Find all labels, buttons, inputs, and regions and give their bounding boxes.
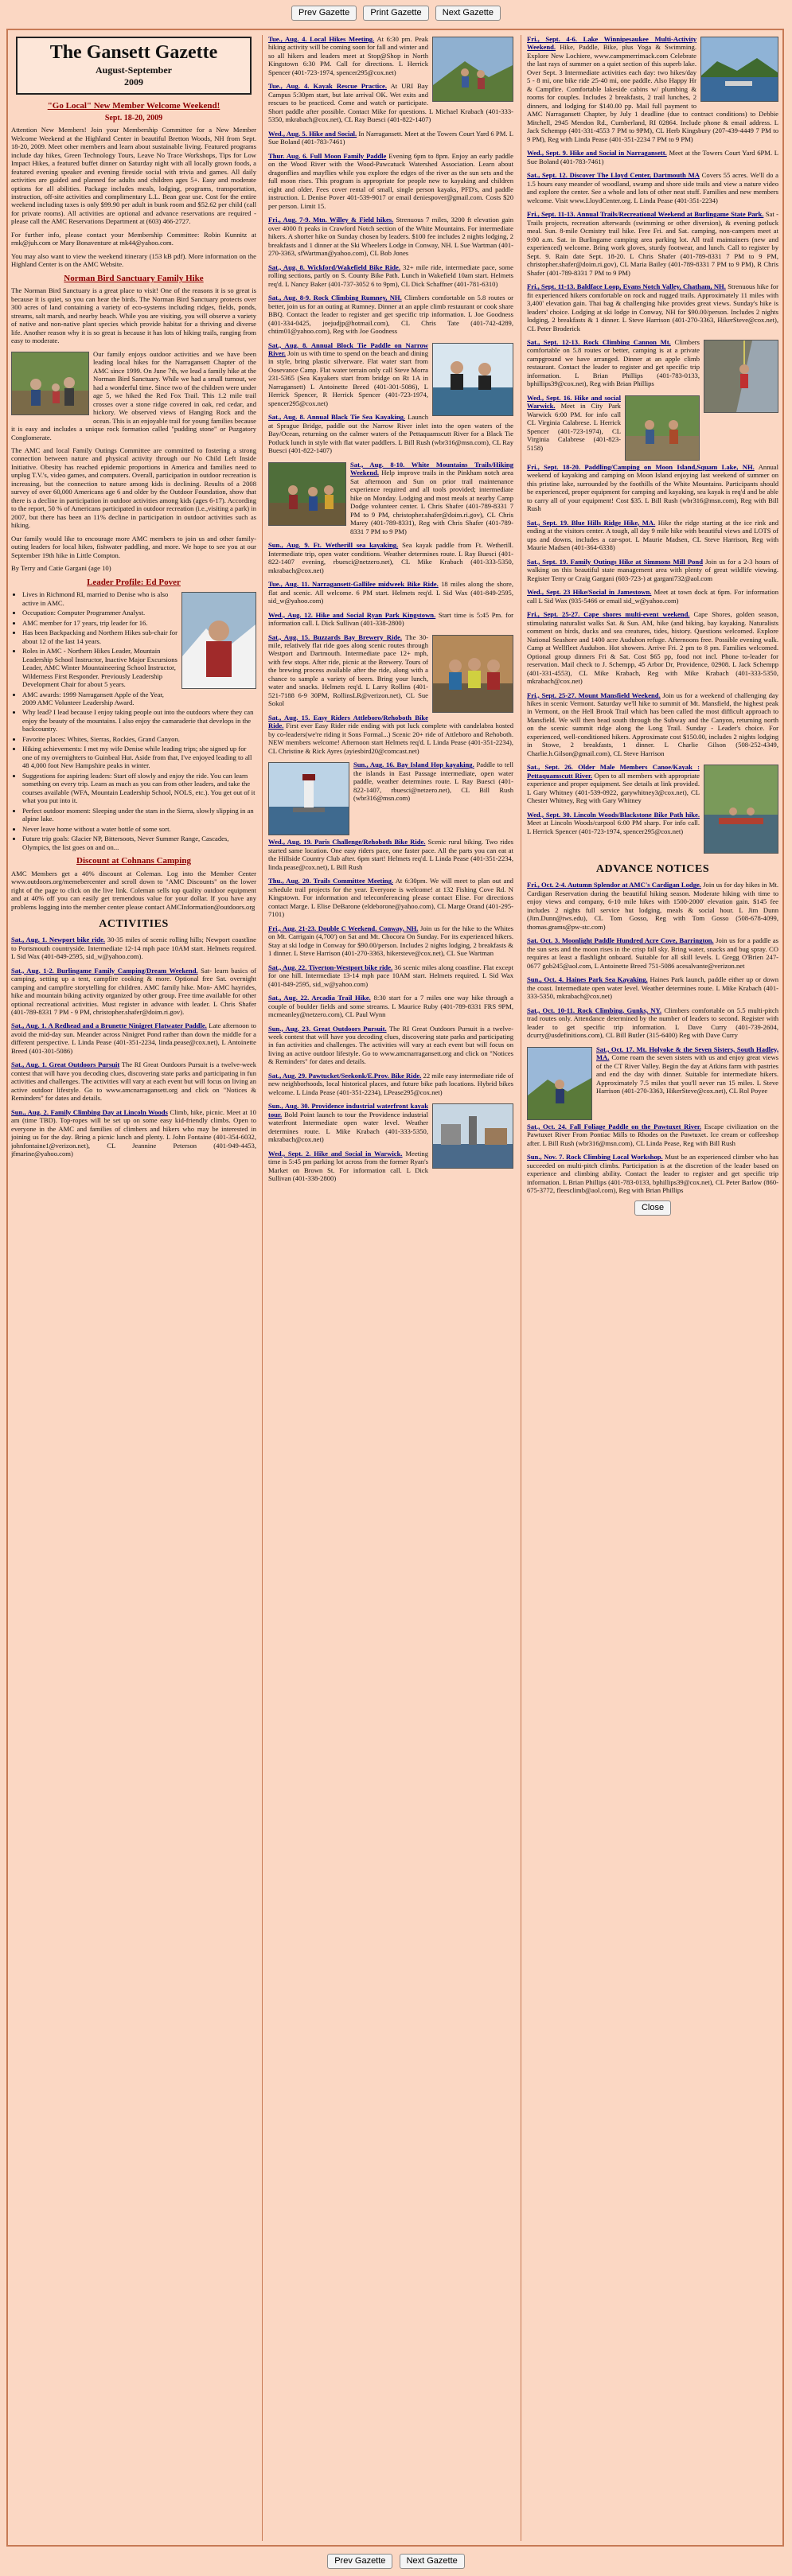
- trail-work-photo: [268, 462, 346, 526]
- list-item: [268, 294, 513, 335]
- activity-title[interactable]: Sat., Aug. 22. Tiverton-Westport bike ride.: [268, 963, 393, 971]
- list-item: [527, 210, 778, 277]
- activity-body: Help improve trails in the Pinkham notch area Sat afternoon and Sun on prior trail maintenance experience required and all tools provided; intermediate hike on Monday. Lodging and most meals at nearby Camp Dodge volunteer center. L Chris Shafer (401-789-8331 7 PM to 9 PM, christopher.shafer@doim.ri.gov), CL Chris Marey (401-789-8331), Reg with Chris Shafer (401-789-8331 7 PM to 9 PM): [350, 469, 513, 535]
- activity-title[interactable]: Sun., Aug. 2. Family Climbing Day at Lincoln Woods: [11, 1107, 168, 1116]
- notice-body: Escape civilization on the Pawtuxet River From Pontiac Mills to Rhodes on the Pawtuxet. Ice cream or coffeeshop after. L Bill Rush (wbr316@msn.com), CL Linda Pease, Reg with Bill Rush: [527, 1122, 778, 1147]
- activity-body: Covers 55 acres. We'll do a 1.5 hours easy meander of woodland, swamp and shore side trails and view a nature video and explore the center. See a whole and lots of other neat stuff. Families and new members welcome. Visit www.LloydCenter.org. L Linda Pease (401-351-2234): [527, 171, 778, 204]
- activity-body: Strenuous hike for fit experienced hikers comfortable on rock and rugged trails. Approximately 11 miles with 3,400' elevation gain. Thai bag & challenging hike provides great views. Sunday's hike is leaders' choice. Lodging at ski lodge in Conway, NH for $90.00/person. Includes 2 nights lodging, 2 breakfasts & 1 dinner. L Steve Harrison (401-270-3363, HikerSteve@cox.net), CL Peter Broderick: [527, 282, 778, 333]
- activity-title[interactable]: Fri., Aug. 7-9. Mtn. Willey & Field hikes.: [268, 216, 394, 224]
- list-item: [527, 936, 778, 970]
- activity-body: Climbers comfortable on 5.8 routes or better, join us for an outing at Rumney. Dinner at an apple climb restaurant or cook share BBQ. Contact the leader to register and get specific trip information. L Joe Goodness (401-334-0425, joejudjp@hotmail.com), CL Chris Tate (401-742-4289, chtim01@yahoo.com), Reg with Joe Goodness: [268, 294, 513, 336]
- activity-title[interactable]: Sat., Aug. 8. Wickford/Wakefield Bike Ride.: [268, 263, 400, 271]
- list-item: [268, 216, 513, 257]
- sanctuary-byline: By Terry and Catie Gargani (age 10): [11, 564, 111, 573]
- list-item: • AMC awards: 1999 Narragansett Apple of the Year, 2009 AMC Volunteer Leadership Award.: [22, 691, 256, 707]
- leader-profile-heading: Leader Profile: Ed Pover: [87, 577, 181, 587]
- list-item: [268, 152, 513, 210]
- activity-title[interactable]: Wed., Aug. 19. Paris Challenge/Rehoboth Bike Ride.: [268, 838, 426, 846]
- list-item: [527, 975, 778, 1000]
- close-button[interactable]: Close: [634, 1200, 671, 1216]
- activities-list-left: [11, 936, 256, 1158]
- bottom-navigation: [0, 2554, 792, 2569]
- column-left: [11, 35, 256, 2541]
- activity-body: At URI Bay Campus 5:30pm start, but late arrival OK. Wet exits and rescues to be practiced. Come and watch or participate. Short paddle after possible. Contact Mike for questions. L Michael Krabach (401-333-5350, mkrabach@cox.net), CL Ray Buesci (401-822-1407): [268, 82, 513, 124]
- list-item: [527, 171, 778, 204]
- activity-title[interactable]: Tue., Aug. 4. Local Hikes Meeting.: [268, 35, 375, 43]
- activity-title[interactable]: Sat., Aug. 8-9. Rock Climbing Rumney, NH.: [268, 294, 402, 302]
- activity-body: Meet at town dock at 6pm. For information call L Sid Wax (935-5466 or email sid_w@yahoo.com): [527, 588, 778, 605]
- activity-title[interactable]: Thur. Aug. 6. Full Moon Family Paddle: [268, 151, 387, 160]
- next-gazette-button[interactable]: Next Gazette: [435, 6, 501, 21]
- column-divider: [262, 35, 263, 2541]
- activity-title[interactable]: Sun., Aug. 16. Bay Island Hop kayaking.: [353, 761, 474, 769]
- list-item: [268, 994, 513, 1018]
- sanctuary-heading: Norman Bird Sanctuary Family Hike: [64, 273, 204, 283]
- activity-body: Late afternoon to avoid the mid-day sun. Meander across Ninigret Pond rather than down the middle for a different perspective. L Linda Pease (401-351-2234, linda.pease@cox.net), L Antoinette Breed (401-301-5086): [11, 1021, 256, 1055]
- masthead: [16, 37, 252, 95]
- brewery-cyclists-photo: [432, 635, 513, 713]
- activity-title[interactable]: Thu., Aug. 20. Trails Committee Meeting.: [268, 877, 394, 885]
- notice-body: Join us for a paddle as the sun sets and the moon rises in the crisp fall sky. Bring water, snacks and bug spray. CO requires at least a flashlight onboard. Suitable for all skill levels. L Gregg O'Brien 247-0677 gob245@aol.com, L Antoinette Breed 751-5086 acesalvante@verizon.net: [527, 936, 778, 970]
- notice-title[interactable]: Sat., Oct. 17. Mt. Holyoke & the Seven Sisters, South Hadley, MA.: [596, 1045, 778, 1062]
- list-item: [527, 588, 778, 605]
- list-item: [11, 936, 256, 960]
- family-hike-photo: [11, 352, 89, 415]
- activity-title[interactable]: Fri., Sept. 25-27. Cape shores multi-event weekend.: [527, 610, 690, 619]
- activity-body: At 6:30 pm. Peak hiking activity will be coming soon for fall and winter and so all hikers and leaders meet at Stop@Shop in North Kingstown 6:30 PM. Call for directions. L Herrick Spencer (401-723-1974, spencer295@cox.net): [268, 35, 428, 76]
- list-item: • Why lead? I lead because I enjoy taking people out into the outdoors where they can enjoy the beauty of the mountains. I also enjoy the camaraderie that develops in the backcountry.: [22, 708, 256, 733]
- activity-body: Meet at the Towers Court Yard 6PM. L Sue Boland (401-783-7461): [527, 149, 778, 165]
- activity-title[interactable]: Sat., Sept. 19. Family Outings Hike at Simmons Mill Pond: [527, 557, 703, 566]
- masthead-period: August-September: [96, 64, 172, 76]
- prev-gazette-button[interactable]: Prev Gazette: [327, 2554, 392, 2569]
- list-item: • Never leave home without a water bottle of some sort.: [22, 825, 256, 833]
- activity-body: 32+ mile ride, intermediate pace, some rolling sections, partly on S. County Bike Path. Lunch in Wakefield 10am start. Helmets req'd. L Nancy Baker (401-737-3052 6 to 9pm), CL Dick Schaffner (401-781-6310): [268, 263, 513, 288]
- list-item: [268, 130, 513, 146]
- activity-body: Bold Point launch to tour the Providence industrial waterfront Intermediate open water level. Weather determines route. L Mike Krabach (401-333-5350, mkrabach@cox.net): [268, 1110, 428, 1144]
- activity-title[interactable]: Sat., Sept. 12-13. Rock Climbing Cannon Mt.: [527, 337, 671, 346]
- activity-body: Annual weekend of kayaking and camping on Moon Island enjoying last weekend of summer on this pristine lake, surrounded by the foothills of the White Mountains. Participants should be experienced, proper equipment for camping and kayaking, sea kayak is req'd and be able to carry all of your equipment! Cost $35. L Bill Rush (wbr316@msn.com), Reg with Bill Rush: [527, 462, 778, 513]
- close-wrapper: [527, 1200, 778, 1216]
- welcome-more-info: You may also want to view the weekend itinerary (153 kB pdf). More information on the Highland Center is on the AMC Website.: [11, 251, 256, 269]
- activity-title[interactable]: Wed., Sept. 16. Hike and social Warwick.: [527, 393, 621, 411]
- welcome-heading: "Go Local" New Member Welcome Weekend!: [47, 100, 220, 111]
- notice-title[interactable]: Sun., Nov. 7. Rock Climbing Local Workshop.: [527, 1153, 663, 1162]
- list-item: [527, 1045, 778, 1095]
- list-item: [527, 763, 778, 804]
- print-gazette-button[interactable]: Print Gazette: [363, 6, 428, 21]
- activity-title[interactable]: Sat., Aug. 8. Annual Block Tie Paddle on Narrow River.: [268, 340, 428, 357]
- activity-title[interactable]: Sat., Aug. 22. Arcadia Trail Hike.: [268, 994, 371, 1002]
- activity-title[interactable]: Sun., Aug. 9. Ft. Wetherill sea kayaking.: [268, 541, 399, 550]
- activity-body: 30-35 miles of scenic rolling hills; Newport coastline to Portsmouth countryside. Intermediate 12-14 mph pace 10AM start. Helmets required. L Sid Wax (401-849-2595, sid_w@yahoo.com).: [11, 936, 256, 961]
- column-right: [527, 35, 778, 2541]
- masthead-title: The Gansett Gazette: [49, 42, 218, 63]
- welcome-contact: For further info, please contact your Membership Committee: Robin Kunnitz at rmk@juh.com or Mary Bonaventure at mk44@yahoo.com.: [11, 230, 256, 247]
- activity-body: Climbers comfortable on 5.8 routes or better, camping is at a private campground we have arranged. Dinner at an apple climb restaurant. Contact the leader to register and get specific trip information. L Brian Phillips (401-783-0133, bphillips39@cox.net), Reg with Brian Phillips: [527, 337, 700, 388]
- sanctuary-paragraph: The Norman Bird Sanctuary is a great place to visit! One of the reasons it is so great is because it is quiet, so you can hear the birds. The Norman Bird Sanctuary protects over 300 acres of land containing a variety of eco-systems including ridges, fields, ponds, streams, salt marsh, and nearby beach. While you are visiting, you will observe a variety of native and non-native plant species which provide habitat for a thriving and diverse life. Another reason why it is so great is because it has lots of hiking trails, ranging from easy to moderate.: [11, 286, 256, 345]
- notice-title[interactable]: Fri., Oct. 2-4. Autumn Splendor at AMC's Cardigan Lodge.: [527, 881, 701, 889]
- list-item: [527, 149, 778, 165]
- list-item: [527, 610, 778, 685]
- sanctuary-paragraph: Our family would like to encourage more AMC members to join us and other family-outing leaders for local hikes, fishwater paddling, and more. We hope to see you at our September 19th hike in Little Compton.: [11, 534, 256, 559]
- industrial-waterfront-photo: [432, 1103, 513, 1169]
- list-item: • AMC member for 17 years, trip leader for 16.: [22, 619, 256, 627]
- prev-gazette-button[interactable]: Prev Gazette: [291, 6, 357, 21]
- activity-body: Join us with time to spend on the beach and dining in style, bring plastic silverware. Flat water start from Oosevance Camp. Flat water terrain only call Steve Morra 231-5365 (Sea Kayakers start from bridge on Rt 1A in Narragansett) L Antoinette Breed (401-301-5086), L Herrick Spencer, R Herrick Spencer (401-723-1974, spencer295@cox.net): [268, 348, 428, 407]
- list-item: • Future trip goals: Glacier NP, Bittersoots, Never Summer Range, Cascades, Olympics, the list goes on and on...: [22, 835, 256, 851]
- list-item: [11, 1060, 256, 1102]
- rock-climber-photo: [704, 340, 778, 413]
- activity-body: Start time is 5:45 Pm. for information call. L Dick Sullivan (401-338-2800): [268, 610, 513, 628]
- activity-body: Hike the ridge starting at the ice rink and ending at the visitors center. A tough, all day 9 mile hike with beautiful views and LOTS of ups and downs, includes a car-spot. L Maurie Madsen, CL Steve Harrison, Reg with Maurie Madsen (401-364-6338): [527, 518, 778, 552]
- notice-title[interactable]: Sat., Oct. 10-11. Rock Climbing, Gunks, NY.: [527, 1006, 662, 1014]
- activity-title[interactable]: Sat., Aug. 1. Great Outdoors Pursuit: [11, 1060, 120, 1069]
- activity-title[interactable]: Sat., Sept. 19. Blue Hills Ridge Hike, MA.: [527, 518, 656, 527]
- activity-title[interactable]: Wed., Sept. 2. Hike and Social in Warwick.: [268, 1149, 403, 1158]
- notice-body: Come roam the seven sisters with us and enjoy great views of the CT River Valley. Begin the day at Atkins farm with pastries and end the day with dinner. Suitable for intermediate hikers. Approximately 7.5 miles that you'll never run 15 miles. L Steve Harrison (401-270-3363, HikerSteve@cox.net), CL Rol Poyee: [596, 1053, 778, 1095]
- activity-title[interactable]: Fri., Sept. 25-27. Mount Mansfield Weekend.: [527, 691, 661, 699]
- lake-cabin-photo: [700, 37, 778, 102]
- notice-body: Must be an experienced climber who has succeeded on multi-pitch climbs. Participation is at the discretion of the leader based on experience and climbing ability. Contact the leader to register and get specific trip information. L Brian Phillips (401-783-0133, bphillips39@cox.net), CL Peter Barlow (860-675-3772, fleesclimb@aol.com), Reg with Brian Phillips: [527, 1153, 778, 1195]
- column-middle: [268, 35, 513, 2541]
- list-item: [527, 1006, 778, 1040]
- sanctuary-paragraph: Our family enjoys outdoor activities and we have been leading local hikes for the Narragansett Chapter of the AMC since 1999. On June 7th, we lead a family hike at the Norman Bird Sanctuary. While we had a small turnout, we had a wonderful time. Since two of the children were under age 5, we hiked the Red Fox Trail. This 1.2 mile trail crosses over a stone ridge covered in oak, red cedar, and hickory. We observed views of Hanging Rock and the ocean. This is an enjoyable trail for young families because it is easy and includes a unique rock formation called "pudding stone" or Puzgatory Conglomerate.: [11, 349, 256, 442]
- activity-title[interactable]: Sat., Sept. 12. Discover The Lloyd Center, Dartmouth MA: [527, 171, 700, 180]
- list-item: [527, 1153, 778, 1194]
- activity-title[interactable]: Fri., Aug. 21-23. Double C Weekend. Conway, NH.: [268, 924, 419, 932]
- list-item: [527, 463, 778, 513]
- activity-title[interactable]: Wed., Aug. 12. Hike and Social Ryan Park Kingstown.: [268, 610, 436, 619]
- discount-heading: Discount at Cohnans Camping: [76, 856, 191, 866]
- activity-body: Cape Shores, golden season, stimulating naturalist walks Sat. & Sun. AM, hike (and biking, bay kayaking. Naturalists comment on birds, ducks and sea creatures, tides, history. Questions welcomed. Explore National Seashore and 1400 acre Audubon refuge. Afternoons free. Possible evening walk. Camp at Wellfleet Audubon. Hot showers. Arrive Fri. 2 pm to 8 pm. Families welcomed. Optional group dinners Fri & Sat. Cost $65 pp, food not incl. Phone to-leader for reservation. Mail check to J. Schempp, 45 Arbor Dr, Providence, 02908. L Jack Schempp (401-331-4553), CL Mike Krabach, Reg with Mike Krabach (401-333-5350, mkrabach@cox.net): [527, 610, 778, 686]
- welcome-paragraph: Attention New Members! Join your Membership Committee for a New Member Welcome Weekend at the Highland Center in beautiful Bretton Woods, NH from Sept. 18-20, 2009. Meet other members and learn about sustainable living. Featured programs include day hikes, Green Technology Tours, Leave No Trace Workshops, Tips for Low Impact Hikes, a featured buffet dinner on Saturday night with all locally grown foods, a featured evening speaker and evening fireside social with trivia and games. All daily activities are guided and planned for adults and children ages 5+. Easy and moderate options for all abilities. Package includes meals, lodging, programs, transportation, instruction, off-site activities and complimentary L.L. Bean gear use. Cost for the entire weekend including taxes is only $99.90 per adult in bunk room and $52.62 per child (call for private rooms). All activities are optional and advance reservations are required - please call the AMC Reservations Department at (603) 466-2727.: [11, 126, 256, 226]
- activity-body: In Narragansett. Meet at the Towers Court Yard 6 PM. L Sue Boland (401-783-7461): [268, 129, 513, 146]
- activity-title[interactable]: Sat., Aug. 1-2. Burlingame Family Camping/Dream Weekend.: [11, 966, 198, 975]
- activity-title[interactable]: Sat., Aug. 8-10. White Mountains Trails/Hiking Weekend.: [350, 460, 513, 477]
- list-item: [527, 558, 778, 582]
- list-item: [11, 1108, 256, 1158]
- activity-body: Sea kayak paddle from Ft. Wetherill. Intermediate trip, open water conditions. Weather determines route. L Ray Buesci (401-822-1407 evening, rbuesci@netzero.net), CL Mike Krabach (401-333-5350, mkrabach@cox.net): [268, 541, 513, 574]
- list-item: [268, 838, 513, 871]
- list-item: [527, 1123, 778, 1147]
- list-item: • Perfect outdoor moment: Sleeping under the stars in the Sierra, slowly slipping in an alpine lake.: [22, 807, 256, 823]
- list-item: • Favorite places: Whites, Sierras, Rockies, Grand Canyon.: [22, 735, 256, 743]
- list-item: [268, 541, 513, 574]
- list-item: • Occupation: Computer Programmer Analyst.: [22, 609, 256, 617]
- activity-title[interactable]: Sat., Aug. 1. Newport bike ride.: [11, 936, 106, 944]
- activity-body: The 30-mile, relatively flat ride goes along scenic routes through Westport and Dartmouth. Intermediate pace 12+ mph, with few stops. After ride, picnic at the Brewery. Tours of the brewing process available after the ride, along with a chance to sample a variety of beers. Bring your lunch, water and snacks. Helmets req'd. L Larry Rollins (401-521-7188 6-9 30PM, RollinsLR@verizon.net), CL Sue Sokol: [268, 632, 429, 708]
- list-item: [527, 282, 778, 333]
- activity-title[interactable]: Fri., Sept. 4-6. Lake Winnipesaukee Multi-Activity Weekend.: [527, 35, 696, 52]
- list-item: [268, 1072, 513, 1096]
- list-item: • Hiking achievements: I met my wife Denise while leading trips; she signed up for one of my overnighters to Guinbeal Hut. Aside from that, I've enjoyed leading to all 48 4,000 foot New Hampshire peaks in winter.: [22, 745, 256, 769]
- advance-notices-heading: ADVANCE NOTICES: [595, 863, 710, 876]
- activity-body: Meet in City Park Warwick 6:00 PM. for info call CL Virginia Calabrese. L Herrick Spencer (401-723-1974), CL Virginia Calabrese (401-823-5158): [527, 402, 621, 452]
- seven-sisters-photo: [527, 1047, 592, 1120]
- activity-body: Join us for the hike to the Whites on Mt. Carrigain (4,700') on Sat and Mt. Chocora On Sunday. For its experienced hikers. Stay at ski lodge in Conway for $90.00/person. Includes 2 nights lodging, 2 breakfasts & 1 dinner. L Steve Harrison (401-270-3363, hikersteve@cox.net), CL Sue Wartman: [268, 924, 513, 958]
- activity-body: Meeting time is 5:45 pm parking lot across from the former Ryan's Market on Brown St. For information call. L Dick Sullivan (401-338-2800): [268, 1149, 428, 1183]
- notice-body: Join us for day hikes in Mt. Cardigan Reservation during the beautiful hiking season. Moderate hiking with time to enjoy views and company, 6-10 mile hikes with 1500-2000' elevation gain. $145 fee includes 2 nights full service hut lodging, meals & social hour. L Jim Dunn (Jim.Dunn@tws.edu), CL Tom Gosso, Reg with Tom Gosso (508-678-4099, thomas.grams@pw-stc.com): [527, 881, 778, 931]
- masthead-year: 2009: [124, 76, 143, 88]
- list-item: [527, 35, 778, 143]
- activity-body: Strenuous 7 miles, 3200 ft elevation gain over 4000 ft peaks in Crawford Notch section of the White Mountains. For intermediate hikers. A shorter hike on Sunday chosen by leaders. $100 fee includes 2 nights lodging, 2 breakfasts and 1 dinner at the Ski Wheelers Lodge in Conway, NH. L Sue Wartman (401-270-3363, sfWartman@yahoo.com), CL Bob Jones: [268, 216, 513, 258]
- activity-body: Paddle to tell the islands in East Passage intermediate, open water paddle, weather determines route. L Ray Buesci (401-822-1407, rbuesci@netzero.net), CL Bill Rush (wbr316@msn.com): [353, 761, 513, 803]
- list-item: [268, 714, 513, 755]
- activity-body: 8:30 start for a 7 miles one way hike through a couple of boulder fields and some streams. L Maurice Ruby (401-789-8331 FRS 9PM, mcmeanley@netzero.com), CL Paul Wynn: [268, 994, 513, 1019]
- activity-body: Scenic rural biking. Two rides started same location. One easy riders pace, one faster pace. All the parts you can eat at the Hillside Country Club after. 6pm start! Helmets req'd. L Linda Pease (401-351-2234, linda.pease@cox.net), L Bill Rush: [268, 838, 513, 871]
- black-tie-paddle-photo: [432, 343, 513, 416]
- discount-text: AMC Members get a 40% discount at Coleman. Log into the Member Center www.outdoors.org/memebercenter and scroll down to "AMC Discounts" on the lower right of the page to click on the live link. Coleman sells top quality outdoor equipment and at 40% off you can easily get tremendous value for your dollar. If you have any problems logging into the member center please contact AMCInformation@outdoors.org: [11, 869, 256, 911]
- list-item: [527, 691, 778, 758]
- activity-body: At 6:30pm. We will meet to plan out and schedule trail projects for the year. Everyone is welcome! at 132 Fishing Cove Rd. N Kingstown. For information and teleconferencing please contact Elise. For directions contact Marge. L Elise DeBarone (eldeborone@yahoo.com), CL Marge Orand (401-295-7101): [268, 877, 513, 919]
- list-item: [527, 519, 778, 552]
- activity-body: The RI Great Outdoors Pursuit is a twelve-week contest that will have you decoding clues, discovering state parks and participating in fun activities and challenges. The activities will vary at each event but will focus on living an active outdoor lifestyle. Go to www.amcnarragansett.org and click on "Notices & Reminders" for dates and details.: [268, 1024, 513, 1066]
- next-gazette-button[interactable]: Next Gazette: [400, 2554, 465, 2569]
- list-item: [11, 1021, 256, 1055]
- activity-body: 18 miles along the shore, flat and scenic. All welcome. 6 PM start. Helmets req'd. L Sid Wax (401-849-2595, sid_w@yahoo.com): [268, 580, 513, 605]
- list-item: [268, 263, 513, 288]
- sanctuary-paragraph: The AMC and local Family Outings Committee are committed to fostering a strong connection between nature and physical activity through our No Child Left Inside Initiative. Obesity has reached epidemic proportions in America and families need to unplug T.V.'s, video games, and computers. Overall, participation in outdoor recreation is increasing, but the connection to nature among kids is declining. Results of a 2008 survey of over 60,000 Americans age 6 and older by the Outdoor Foundation, show that there is a decline in participation in outdoor activities among kids (ages 6-17). According to the report, 50 % of Americans participated in outdoor recreation (i.e.,visiting a park) in 2007, but there has been an 11% decline in participation in outdoor activities such as hiking.: [11, 446, 256, 530]
- list-item: • Suggestions for aspiring leaders: Start off slowly and enjoy the ride. You can learn something on every trip. Learn as much as you can from other leaders, and take the courses available (WFA, Mountain Leadership School, NOLS, etc.). You get out of it what you put into it.: [22, 772, 256, 805]
- activity-title[interactable]: Sun., Aug. 30. Providence industrial waterfront kayak tour.: [268, 1102, 428, 1119]
- activity-title[interactable]: Fri., Sept. 11-13. Baldface Loop, Evans Notch Valley, Chatham, NH.: [527, 282, 726, 291]
- activity-body: Join us for a 2-3 hours of walking on this beautiful state management area with plenty of great wildlife viewing. Register Terry or Craig Gargani (603-723-) at gargani732@aol.com: [527, 557, 778, 582]
- list-item: • Lives in Richmond RI, married to Denise who is also active in AMC.: [22, 590, 256, 607]
- activity-body: Climb, hike, picnic. Meet at 10 am (time TBD). Top-ropes will be set up on some easy kid-friendly climbs. Open to everyone in the AMC and families of climbers and hikers who may be interested in joining us for the day. Bring a picnic lunch and plenty. L John Fontaine (401-354-6032, johnfontaine1@verizon.net), CL Jeannine Peterson (401-949-4453, jfmarine@yahoo.com): [11, 1107, 256, 1158]
- list-item: [268, 877, 513, 918]
- activity-title[interactable]: Tue., Aug. 4. Kayak Rescue Practice.: [268, 82, 387, 91]
- activity-title[interactable]: Wed., Sept. 23 Hike/Social in Jamestown.: [527, 588, 652, 597]
- activity-title[interactable]: Sat., Aug. 29. Pawtucket/Seekonk/E.Prov. Bike Ride.: [268, 1071, 422, 1080]
- notice-title[interactable]: Sat. Oct. 3. Moonlight Paddle Hundred Acre Cove, Barrington.: [527, 936, 714, 945]
- activity-title[interactable]: Sat., Aug. 1. A Redhead and a Brunette Ninigret Flatwater Paddle.: [11, 1021, 207, 1030]
- leader-portrait-photo: [181, 592, 256, 689]
- activity-title[interactable]: Wed., Sept. 30. Lincoln Woods/Blackstone Bike Path hike.: [527, 810, 700, 819]
- list-item: [527, 338, 778, 388]
- activity-body: Join us for a weekend of challenging day hikes in scenic Vermont. Saturday we'll hike to summit of Mt. Mansfield, the highest peak in Vermont, on the Hell Brook Trail which has been called the most difficult approach to Mansfield. We will then head south through the Subway and the Canyon, returning north on the scenic summit ridge along the Long Trail. Sunday - Leader's choice. For experienced, well-conditioned hikers. Approximate cost $150.00, includes 2 nights lodging in Stowe, 2 breakfasts, 1 dinner. L Charlie Gilson (508-252-4349, Charlie.h.Gilson@gmail.com), CL Steve Harrison: [527, 691, 778, 757]
- warwick-hike-photo: [625, 395, 700, 461]
- activity-title[interactable]: Sat., Sept. 26. Older Male Members Canoe/Kayak : Pettaquamscutt River.: [527, 763, 700, 780]
- activity-title[interactable]: Sun., Aug. 23. Great Outdoors Pursuit.: [268, 1024, 387, 1033]
- activity-body: 36 scenic miles along coastline. Flat except for one hill. Intermediate 13-14 mph pace 10AM start. Helmets required. L Sid Wax (401-849-2595, sid_w@yahoo.com): [268, 963, 513, 988]
- welcome-dates: Sept. 18-20, 2009: [104, 113, 163, 123]
- notice-body: Haines Park launch, paddle either up or down the coast. Intermediate open water level. Weather determines route. L Mike Krabach (401-333-5350, mkrabach@cox.net): [527, 975, 778, 1001]
- list-item: [268, 924, 513, 958]
- list-item: [268, 413, 513, 454]
- activity-body: Hike, Paddle, Bike, plus Yoga & Swimming. Explore New Lochiere, www.campmerrimack.com Celebrate the last rays of summer on a quiet section of this superb lake. Over Sept. 3 Intermediate activities each day: two hikes/day 5 - 8 mi, one bike ride 25-40 mi, one paddle. Also Happy Hr & Campfire. Comfortable lakeside cabins w/ plumbing & rooms for couples. Includes 2 breakfasts, 2 trail lunches, 2 dinners, and lodging for $140.00 pp. Mail full payment to AMC Narragansett Chapter, by July 1 deadline (due to contract conditions) to Debbie Mitchell, 2945 Mendon Rd., Cumberland, RI 02864. Include phone & email address. L Jack Schempp (401-331-4553 7 PM to 9PM), CL Herb Kingsbury (207-439-4449 7 PM to 9 PM), Reg with Linda Pease (401-351-2234 7 PM to 9 PM): [527, 43, 778, 143]
- activity-body: Evening 6pm to 8pm. Enjoy an early paddle on the Wood River with the Wood-Pawcatuck Watershed Association. Learn about dragonflies and mayflies while you explore the edges of the river as the sun sets and the full moon rises. This program is appropriate for people new to kayaking and children eight and older. Fees cover rental of small, single person kayaks, PFD's, and paddle instruction. L Denise Pover 401-539-9017 or email deniespover@gmail.com. Costs $20 per person. Limit 15.: [268, 151, 513, 210]
- activity-title[interactable]: Tue., Aug. 11. Narragansett-Gallilee midweek Bike Ride.: [268, 580, 439, 589]
- activity-title[interactable]: Sat., Aug. 15. Buzzards Bay Brewery Ride.: [268, 632, 403, 641]
- list-item: [268, 1025, 513, 1066]
- activity-body: The RI Great Outdoors Pursuit is a twelve-week contest that will have you decoding clues, discovering state parks and participating in fun activities and challenges. The activities will vary at each event but will focus on living an active outdoor lifestyle. Go to www.amcnarragansett.org and click on "Notices & Reminders" for dates and details.: [11, 1060, 256, 1103]
- activity-body: Meet at Lincoln Woods/carpool 6:00 PM sharp. For info call. L Herrick Spencer (401-723-1974, spencer295@cox.net): [527, 819, 700, 835]
- activity-body: 22 mile easy intermediate ride of new neighborhoods, local historical places, and future bike path locations. Hybrid bikes welcome. L Linda Pease (401-351-2234), LPease295@cox.net): [268, 1071, 513, 1096]
- lighthouse-kayak-photo: [268, 762, 349, 835]
- list-item: • Roles in AMC - Northern Hikes Leader, Mountain Leadership School Instructor, Inactive Major Excursions Leader, AMC Winter Mountaineering School Instructor, Wilderness First Responder. Previously Leadership Development Chair for about 5 years.: [22, 647, 256, 688]
- top-navigation: [0, 6, 792, 21]
- list-item: • Has been Backpacking and Northern Hikes sub-chair for about 12 of the last 14 years.: [22, 628, 256, 645]
- activity-title[interactable]: Sat., Aug. 8. Annual Black Tie Sea Kayaking.: [268, 413, 406, 422]
- notice-body: Climbers comfortable on 5.5 multi-pitch trad routes only. Attendance determined by the number of leaders to second. Register with leader to get specific trip information. L Dave Curry (401-739-2604, dcurry@usdefinitions.com), CL Bill Butler (315-6400) Reg with Dave Curry: [527, 1006, 778, 1040]
- activity-title[interactable]: Wed., Aug. 5. Hike and Social.: [268, 129, 357, 138]
- activity-body: Open to all members with appropriate experience and proper equipment. See details at link provided. L Gary Whitney (401-539-0922, garywhitney3@cox.net), CL Chester Whitney, Reg with Gary Whitney: [527, 771, 700, 805]
- canoe-paddlers-photo: [704, 765, 778, 854]
- activities-heading: ACTIVITIES: [99, 918, 169, 931]
- hikers-on-summit-photo: [432, 37, 513, 102]
- list-item: [527, 881, 778, 931]
- activity-title[interactable]: Sat., Aug. 15. Easy Riders Attleboro/Rehoboth Bike Ride.: [268, 713, 428, 730]
- activity-body: First ever Easy Rider ride ending with pot luck complete with candelabra hosted by co-leaders(we're riding it Sons Formal...) Scenic 20+ ride of Attleboro and Rehoboth. NEW members welcome! Afternoon start Helmets req'd. L Linda Pease (401-351-2234), CL Christine & Rick Ayres (ayiesbird20@comcast.net): [268, 722, 513, 755]
- activity-body: Launch at Sprague Bridge, paddle out the Narrow River inlet into the open waters of the Bay/Ocean, returning on the calmer waters of the Pettaquamscutt River for a Black Tie Potluck lunch in style with flat water paddlers. L Bill Rush (wbr316@msn.com), CL Ray Buesci (401-822-1407): [268, 413, 513, 455]
- activity-title[interactable]: Fri., Sept. 18-20. Paddling/Camping on Moon Island,Squam Lake, NH.: [527, 462, 755, 471]
- activity-body: Sat- learn basics of camping, setting up a tent, campfire cooking & more. Optional free Sat. overnight camping and campfire storytelling for children. AMC family hike. Mon- AMC hayrides, hike and mountain biking activity organized by other group. Free time available for other optional recreational activities. Must register in advance with leader. L Chris Shafer (401-789-8331 7 PM - 9 PM, christopher.shafer@doim.ri.gov).: [11, 966, 256, 1016]
- activity-title[interactable]: Fri., Sept. 11-13. Annual Trails/Recreational Weekend at Burlingame State Park.: [527, 210, 764, 219]
- list-item: [11, 967, 256, 1017]
- list-item: [268, 580, 513, 605]
- activity-title[interactable]: Wed., Sept. 9. Hike and Social in Narragansett.: [527, 149, 667, 158]
- notice-title[interactable]: Sat., Oct. 24. Fall Foliage Paddle on the Pawtuxet River.: [527, 1122, 702, 1130]
- notice-title[interactable]: Sun., Oct. 4. Haines Park Sea Kayaking.: [527, 975, 648, 984]
- activity-body: Sat - Trails projects, recreation afterwards (swimming or other diversion), & evening potluck meal. Sun. 8-mile Ocmistry trail hike. Free Fri. and Sat. camping, non-campers meet at 9:00 a.m. Sat. in Burlingame camping area parking lot. All trail maintainers (new and experienced) welcome. Bring work gloves, sturdy footwear, and lunch. Call to register by Sept. 9. Rain date Sept. 18-20. L Chris Shafer (401-789-8331 7 PM to 9 PM, christopher.shafer@doim.ri.gov), CL Maria Bailey (401-789-8331 7 PM to 9 PM), R Chris Shafer (401-789-8331 7 PM to 9 PM): [527, 210, 778, 277]
- list-item: [268, 963, 513, 988]
- list-item: [268, 611, 513, 628]
